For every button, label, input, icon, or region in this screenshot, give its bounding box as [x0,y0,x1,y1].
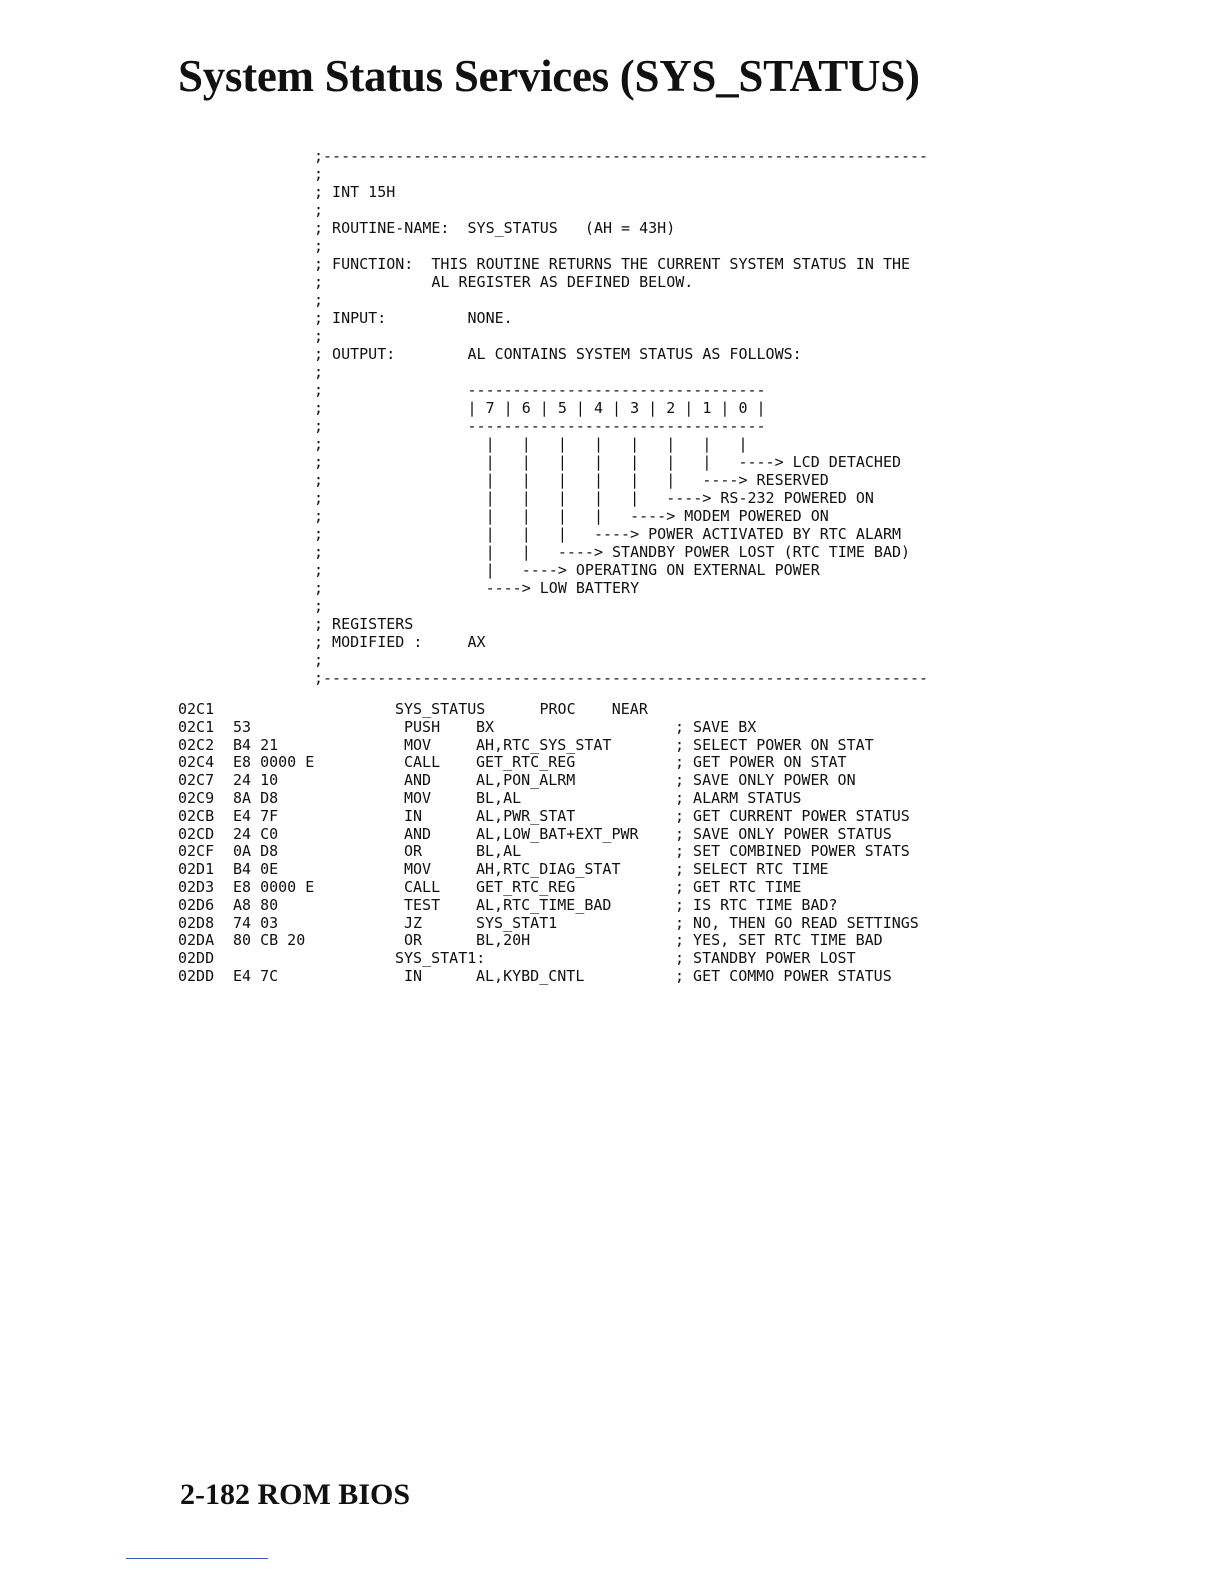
assembly-listing [178,701,938,986]
listing-address: 02DD [178,966,215,985]
listing-comment: ; GET RTC TIME [675,877,802,896]
listing-row [178,826,938,844]
listing-object-code: E4 7C [233,966,279,985]
listing-operand: AL,KYBD_CNTL [476,966,585,985]
listing-address: 02C4 [178,753,215,772]
header-line: ; | | | | | | | | [314,435,748,453]
listing-opcode: OR [404,931,423,950]
header-line: ; [314,165,324,183]
listing-operand: AH,RTC_SYS_STAT [476,735,612,754]
listing-row [178,950,938,968]
listing-comment: ; YES, SET RTC TIME BAD [675,931,883,950]
header-line: ; --------------------------------- [314,417,766,435]
listing-object-code: 80 CB 20 [233,931,306,950]
header-line: ; AL REGISTER AS DEFINED BELOW. [314,273,694,291]
header-line: ; [314,651,324,669]
listing-comment: ; SELECT RTC TIME [675,860,829,879]
listing-object-code: B4 21 [233,735,279,754]
listing-object-code: E8 0000 E [233,753,315,772]
listing-object-code: 8A D8 [233,788,279,807]
header-line: ; | | | ----> POWER ACTIVATED BY RTC ALARM [314,525,901,543]
header-line: ; [314,291,324,309]
listing-comment: ; GET CURRENT POWER STATUS [675,806,910,825]
header-line: ; | 7 | 6 | 5 | 4 | 3 | 2 | 1 | 0 | [314,399,766,417]
listing-comment: ; SELECT POWER ON STAT [675,735,874,754]
listing-address: 02CB [178,806,215,825]
header-line: ; REGISTERS [314,615,414,633]
listing-address: 02DA [178,931,215,950]
listing-address: 02DD [178,949,215,968]
listing-row [178,808,938,826]
listing-operand: BL,AL [476,842,522,861]
listing-comment: ; SAVE ONLY POWER ON [675,771,856,790]
listing-row [178,772,938,790]
header-line: ; MODIFIED : AX [314,633,486,651]
header-line: ; [314,237,324,255]
listing-address: 02D1 [178,860,215,879]
listing-address: 02D6 [178,895,215,914]
listing-row [178,719,938,737]
listing-object-code: E8 0000 E [233,877,315,896]
listing-row [178,932,938,950]
header-line: ; INPUT: NONE. [314,309,513,327]
listing-row [178,843,938,861]
listing-opcode: OR [404,842,423,861]
listing-address: 02C1 [178,717,215,736]
listing-comment: ; STANDBY POWER LOST [675,949,856,968]
listing-operand: AL,LOW_BAT+EXT_PWR [476,824,639,843]
listing-operand: AL,PON_ALRM [476,771,576,790]
header-line: ; | | ----> STANDBY POWER LOST (RTC TIME BAD) [314,543,911,561]
listing-address: 02C7 [178,771,215,790]
listing-opcode: MOV [404,788,432,807]
listing-comment: ; SAVE BX [675,717,757,736]
listing-row [178,897,938,915]
header-line: ; INT 15H [314,183,396,201]
listing-comment: ; GET POWER ON STAT [675,753,847,772]
header-line: ; | | | | | | | ----> LCD DETACHED [314,453,901,471]
listing-operand: GET_RTC_REG [476,753,576,772]
listing-opcode: PUSH [404,717,441,736]
listing-object-code: 53 [233,717,252,736]
listing-opcode: CALL [404,877,441,896]
listing-opcode: TEST [404,895,441,914]
listing-address: 02C9 [178,788,215,807]
listing-row [178,879,938,897]
header-line: ; | | | | | ----> RS-232 POWERED ON [314,489,874,507]
header-line: ; | | | | | | ----> RESERVED [314,471,829,489]
listing-row [178,861,938,879]
listing-comment: ; SET COMBINED POWER STATS [675,842,910,861]
listing-operand: BL,20H [476,931,531,950]
listing-operand: BL,AL [476,788,522,807]
listing-row [178,754,938,772]
listing-operand: SYS_STAT1 [476,913,558,932]
listing-label: SYS_STATUS PROC NEAR [395,700,648,718]
header-line: ; FUNCTION: THIS ROUTINE RETURNS THE CURRENT SYSTEM STATUS IN THE [314,255,911,273]
listing-opcode: IN [404,806,423,825]
listing-address: 02D8 [178,913,215,932]
header-line: ; ----> LOW BATTERY [314,579,640,597]
listing-address: 02CD [178,824,215,843]
listing-opcode: IN [404,966,423,985]
listing-label: SYS_STAT1: [395,949,486,968]
header-line: ;------------------------------------------------------------------- [314,669,929,687]
listing-operand: AL,RTC_TIME_BAD [476,895,612,914]
listing-object-code: 24 10 [233,771,279,790]
listing-opcode: AND [404,824,432,843]
header-line: ;------------------------------------------------------------------- [314,147,929,165]
listing-opcode: JZ [404,913,423,932]
header-line: ; [314,597,324,615]
listing-address: 02D3 [178,877,215,896]
listing-opcode: MOV [404,860,432,879]
listing-address: 02CF [178,842,215,861]
listing-row [178,701,938,719]
header-line: ; [314,363,324,381]
listing-opcode: MOV [404,735,432,754]
listing-row [178,737,938,755]
listing-comment: ; NO, THEN GO READ SETTINGS [675,913,919,932]
listing-comment: ; GET COMMO POWER STATUS [675,966,892,985]
listing-opcode: CALL [404,753,441,772]
listing-address: 02C2 [178,735,215,754]
listing-operand: AL,PWR_STAT [476,806,576,825]
header-line: ; | | | | ----> MODEM POWERED ON [314,507,829,525]
listing-comment: ; SAVE ONLY POWER STATUS [675,824,892,843]
header-line: ; ROUTINE-NAME: SYS_STATUS (AH = 43H) [314,219,676,237]
header-line: ; --------------------------------- [314,381,766,399]
listing-row [178,968,938,986]
listing-operand: BX [476,717,495,736]
listing-operand: GET_RTC_REG [476,877,576,896]
listing-operand: AH,RTC_DIAG_STAT [476,860,621,879]
header-line: ; [314,201,324,219]
listing-opcode: AND [404,771,432,790]
listing-object-code: B4 0E [233,860,279,879]
routine-header-comment [314,147,954,687]
listing-object-code: 24 C0 [233,824,279,843]
listing-object-code: A8 80 [233,895,279,914]
page-title: System Status Services (SYS_STATUS) [178,51,920,101]
listing-row [178,790,938,808]
edge-rule [126,1558,268,1559]
listing-row [178,915,938,933]
listing-address: 02C1 [178,700,215,718]
listing-object-code: 0A D8 [233,842,279,861]
header-line: ; OUTPUT: AL CONTAINS SYSTEM STATUS AS FOLLOWS: [314,345,802,363]
listing-object-code: E4 7F [233,806,279,825]
listing-object-code: 74 03 [233,913,279,932]
header-line: ; [314,327,324,345]
header-line: ; | ----> OPERATING ON EXTERNAL POWER [314,561,820,579]
listing-comment: ; ALARM STATUS [675,788,802,807]
page-footer: 2-182 ROM BIOS [180,1478,411,1511]
listing-comment: ; IS RTC TIME BAD? [675,895,838,914]
